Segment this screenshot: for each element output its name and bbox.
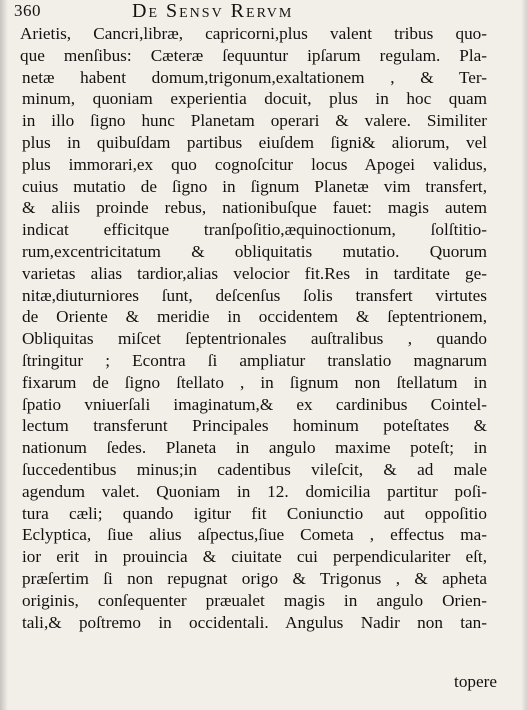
text-line: agendum valet. Quoniam in 12. domicilia partitur poſi- [22, 481, 487, 501]
text-line: lectum transferunt Principales hominum poteſtates & [22, 416, 487, 436]
catchword: topere [454, 672, 497, 691]
text-line: ſpatio vniuerſali imaginatum,& ex cardinibus Cointel- [22, 394, 487, 414]
running-head [14, 0, 503, 24]
text-line: Eclyptica, ſiue alius aſpectus,ſiue Cometa , effectus ma- [22, 525, 487, 545]
text-line: & aliis proinde rebus, nationibuſque fauet: magis autem [22, 198, 487, 218]
text-line: de Oriente & meridie in occidentem & ſeptentrionem, [22, 307, 487, 327]
text-line: præſertim ſi non repugnat origo & Trigonus , & apheta [22, 568, 487, 588]
text-line: fixarum de ſigno ſtellato , in ſignum non ſtellatum in [22, 372, 487, 392]
text-line: tura cæli; quando igitur fit Coniunctio aut oppoſitio [22, 503, 487, 523]
running-title: De Sensv Rervm [132, 0, 294, 22]
text-line: plus in quibuſdam partibus eiuſdem ſigni& aliorum, vel [22, 132, 487, 152]
text-line: nitæ,diuturniores ſunt, deſcenſus ſolis transfert virtutes [22, 285, 487, 305]
text-line: minum, quoniam experientia docuit, plus in hoc quam [22, 89, 487, 109]
text-line: originis, conſequenter præualet magis in angulo Orien- [22, 590, 487, 610]
text-line: tali,& poſtremo in occidentali. Angulus Nadir non tan- [22, 612, 487, 632]
text-line: ior erit in prouincia & ciuitate cui perpendiculariter eſt, [22, 547, 487, 567]
text-line: varietas alias tardior,alias velocior fit.Res in tarditate ge- [22, 263, 487, 283]
text-line: netæ habent domum,trigonum,exaltationem , & Ter- [22, 67, 487, 87]
text-line: Obliquitas miſcet ſeptentrionales auſtralibus , quando [22, 329, 487, 349]
text-line: Arietis, Cancri,libræ, capricorni,plus valent tribus quo- [20, 24, 487, 43]
text-line: ſuccedentibus minus;in cadentibus vileſcit, & ad male [22, 459, 487, 479]
text-line: rum,excentricitatum & obliquitatis mutatio. Quorum [22, 241, 487, 261]
body-text [0, 23, 527, 633]
text-line: plus immorari,ex quo cognoſcitur locus Apogei validus, [22, 154, 487, 174]
text-line: indicat efficitque tranſpoſitio,æquinoctionum, ſolſtitio- [22, 220, 487, 240]
text-line: cuius mutatio de ſigno in ſignum Planetæ vim transfert, [22, 176, 487, 196]
page-number: 360 [14, 1, 41, 20]
text-line: que menſibus: Cæteræ ſequuntur ipſarum regulam. Pla- [20, 45, 487, 65]
text-line: nationum ſedes. Planeta in angulo maxime poteſt; in [22, 438, 487, 458]
text-line: ſtringitur ; Econtra ſi ampliatur translatio magnarum [22, 350, 487, 370]
text-line: in illo ſigno hunc Planetam operari & valere. Similiter [22, 111, 487, 131]
